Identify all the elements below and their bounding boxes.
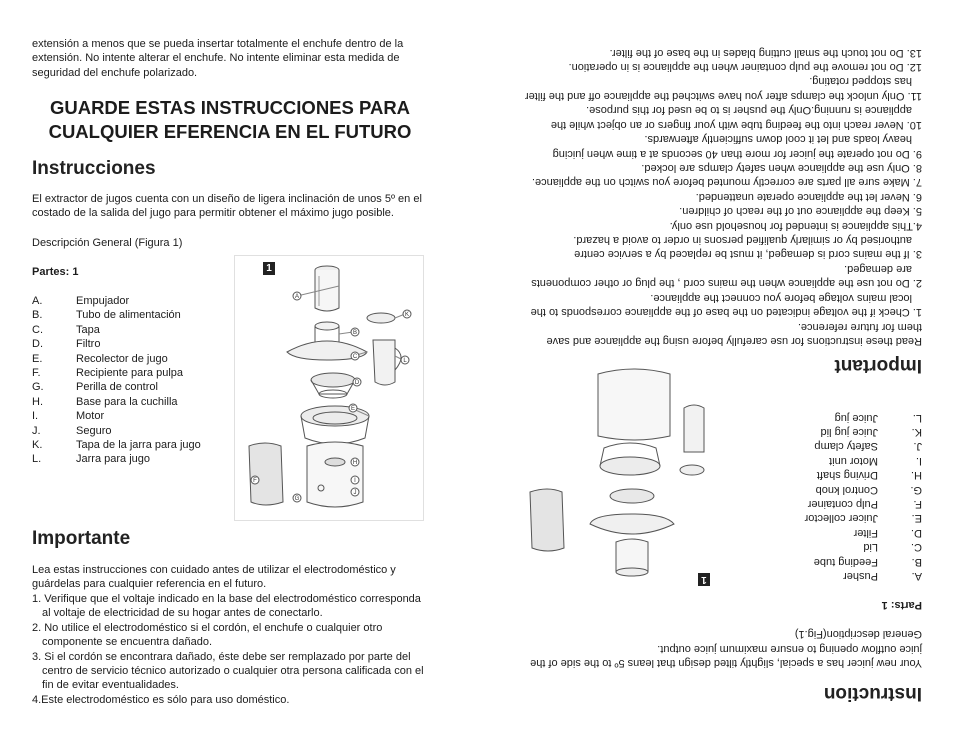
part-row xyxy=(32,438,232,452)
list-item: 1. Verifique que el voltaje indicado en la base del electrodoméstico corresponda al voltaje de electricidad de su hogar antes de conectarlo. xyxy=(32,593,421,620)
list-item: 3. If the mains cord is demaged, it must be replaced by a service centre authorised by or similarly qualified persons in order to avoid a hazard. xyxy=(573,233,922,261)
part-name: Tubo de alimentación xyxy=(76,309,181,322)
list-item: 12. Do not remove the pulp container when the appliance is in operation. xyxy=(568,61,922,74)
part-name: Tapa de la jarra para jugo xyxy=(76,439,201,452)
part-letter: D. xyxy=(911,526,922,539)
instrucciones-text: El extractor de jugos cuenta con un diseño de ligera inclinación de unos 5º en el costado de la salida del jugo para permitir obtener el máximo jugo posible. xyxy=(32,193,422,220)
part-name: Recolector de jugo xyxy=(76,352,168,365)
part-name: Pulp container xyxy=(807,497,878,510)
part-name: Juice jug xyxy=(834,411,878,424)
part-letter: E. xyxy=(32,352,43,365)
part-letter: H. xyxy=(911,469,922,482)
list-item: 5. Keep the appliance out of the reach of children. xyxy=(679,205,922,218)
part-row xyxy=(722,554,922,568)
part-name: Perilla de control xyxy=(76,381,158,394)
part-row xyxy=(32,395,232,409)
instruction-text: Your new juicer has a special, slightly tilted design that leans 5º to the side of the juice outflow opening to ensure maximum juice output. xyxy=(530,642,922,669)
svg-text:F: F xyxy=(253,478,257,484)
part-row xyxy=(722,425,922,439)
svg-text:J: J xyxy=(353,490,357,496)
part-letter: L. xyxy=(912,411,922,424)
list-item: 2. No utilice el electrodoméstico si el cordón, el enchufe o cualquier otro componente se encuentra dañado. xyxy=(32,621,383,649)
part-row xyxy=(32,323,232,337)
guard-title-line-1: GUARDE ESTAS INSTRUCCIONES PARA xyxy=(49,97,411,118)
part-letter: J. xyxy=(913,440,922,453)
english-page-rotated xyxy=(477,0,954,738)
svg-text:D: D xyxy=(354,380,360,386)
part-row xyxy=(722,482,922,496)
guard-title xyxy=(32,96,428,144)
part-name: Base para la cuchilla xyxy=(76,395,178,408)
part-letter: C. xyxy=(32,323,43,336)
guard-title-line-2: CUALQUIER EFERENCIA EN EL FUTURO xyxy=(48,121,412,142)
part-name: Motor unit xyxy=(829,454,878,467)
part-letter: D. xyxy=(32,338,43,351)
part-letter: B. xyxy=(911,555,922,568)
list-item: 4.Este electrodoméstico es sólo para uso doméstico. xyxy=(32,693,290,706)
figure-number-en: 1 xyxy=(698,573,710,586)
part-row xyxy=(32,308,232,322)
part-letter: J. xyxy=(32,424,41,437)
intro-paragraph: extensión a menos que se pueda insertar totalmente el enchufe dentro de la extensión. No intente alterar el enchufe. No intente eliminar esta medida de seguridad del enchufe polarizado. xyxy=(32,38,404,79)
parts-title-en: Parts: 1 xyxy=(881,599,922,611)
list-item: 6. Never let the appliance operate unattended. xyxy=(695,190,922,203)
part-letter: H. xyxy=(32,395,43,408)
part-name: Recipiente para pulpa xyxy=(76,367,184,380)
part-name: Juice jug lid xyxy=(820,425,878,438)
part-row xyxy=(32,294,232,308)
svg-text:G: G xyxy=(294,496,300,502)
part-name: Jarra para jugo xyxy=(76,453,150,466)
list-item: 11. Only unlock the clamps after you have switched the appliance off and the filter has stopped rotating. xyxy=(524,75,922,102)
part-name: Filter xyxy=(853,526,878,539)
part-name: Safety clamp xyxy=(814,440,878,453)
importante-heading: Importante xyxy=(32,528,131,549)
part-name: Filtro xyxy=(76,338,101,351)
svg-text:C: C xyxy=(352,354,358,360)
part-row xyxy=(722,525,922,539)
list-item: 1. Check if the voltage indicated on the base of the appliance corresponds to the local mains voltage before you connect the appliance. xyxy=(530,291,922,318)
important-intro: Read these instructions for use carefully before using the appliance and save them for future reference. xyxy=(546,320,922,347)
part-name: Motor xyxy=(76,410,105,423)
part-name: Empujador xyxy=(76,295,130,307)
part-letter: G. xyxy=(910,483,922,496)
importante-intro: Lea estas instrucciones con cuidado antes de utilizar el electrodoméstico y guárdelas para cualquier referencia en el futuro. xyxy=(32,564,396,591)
part-row xyxy=(32,409,232,423)
part-letter: I. xyxy=(32,410,39,423)
important-list xyxy=(522,45,922,319)
list-item: 2. Do not use the appliance when the mains cord , the plug or other components are demaged. xyxy=(531,262,922,290)
part-letter: C. xyxy=(911,541,922,554)
part-letter: F. xyxy=(913,497,922,510)
part-row xyxy=(722,410,922,424)
list-item: 8. Only use the appliance when safety clamps are locked. xyxy=(641,161,922,174)
instruction-heading: Instruction xyxy=(823,683,922,704)
figure-1 xyxy=(234,255,424,521)
part-name: Lid xyxy=(863,541,878,554)
svg-text:A: A xyxy=(294,294,300,300)
part-row xyxy=(32,380,232,394)
part-letter: F. xyxy=(32,367,41,380)
part-row xyxy=(32,366,232,380)
part-row xyxy=(722,497,922,511)
part-letter: K. xyxy=(911,425,922,438)
list-item: 3. Si el cordón se encontrara dañado, éste debe ser remplazado por parte del centro de servicio técnico autorizado o cualquier otra persona calificada con el fin de evitar eventualidades. xyxy=(32,650,424,692)
list-item: 9. Do not operate the juicer for more than 40 seconds at a time when juicing heavy loads and let it cool down sufficiently afterwards. xyxy=(552,133,922,160)
part-name: Juicer collector xyxy=(804,512,878,525)
part-row xyxy=(722,453,922,467)
part-row xyxy=(32,452,232,466)
parts-title: Partes: 1 xyxy=(32,266,79,278)
list-item: 10. Never reach into the feeding tube with your fingers or an object while the appliance is running.Only the pusher is to be used for this purpose. xyxy=(550,104,922,131)
part-letter: E. xyxy=(911,512,922,525)
part-name: Driving shaft xyxy=(816,469,878,482)
part-name: Pusher xyxy=(843,570,878,582)
part-letter: A. xyxy=(32,295,43,307)
part-row xyxy=(32,424,232,438)
part-row xyxy=(722,511,922,525)
svg-text:K: K xyxy=(404,312,410,318)
juicer-diagram-en xyxy=(524,358,714,588)
instrucciones-heading: Instrucciones xyxy=(32,158,156,179)
list-item: 7. Make sure all parts are correctly mounted before you switch on the appliance. xyxy=(531,176,922,189)
part-letter: K. xyxy=(32,439,43,452)
list-item: 4.This appliance is intended for household use only. xyxy=(669,219,922,232)
figure-number: 1 xyxy=(263,262,275,275)
part-row xyxy=(722,540,922,554)
part-letter: B. xyxy=(32,309,43,322)
list-item: 13. Do not touch the small cutting blades in the base of the filter. xyxy=(609,46,922,59)
part-letter: L. xyxy=(32,453,42,466)
part-name: Feeding tube xyxy=(813,555,878,568)
figure-1-en xyxy=(524,358,714,588)
part-name: Seguro xyxy=(76,424,112,437)
part-row xyxy=(32,352,232,366)
importante-list xyxy=(32,592,428,707)
part-name: Tapa xyxy=(76,323,100,336)
part-row xyxy=(32,337,232,351)
svg-text:B: B xyxy=(352,330,358,336)
part-letter: A. xyxy=(911,570,922,582)
parts-list xyxy=(32,294,232,467)
svg-text:L: L xyxy=(403,358,407,364)
part-row xyxy=(722,439,922,453)
part-letter: G. xyxy=(32,381,44,394)
svg-text:I: I xyxy=(354,478,356,484)
part-letter: I. xyxy=(915,454,922,467)
svg-text:E: E xyxy=(350,406,356,412)
part-row xyxy=(722,569,922,583)
svg-text:H: H xyxy=(352,460,358,466)
description-line: Descripción General (Figura 1) xyxy=(32,237,183,249)
juicer-diagram xyxy=(235,256,425,522)
important-heading: Important xyxy=(834,355,922,376)
general-description: General description(Fig.1) xyxy=(794,628,922,640)
part-name: Control knob xyxy=(815,483,878,496)
parts-list-en xyxy=(722,410,922,583)
part-row xyxy=(722,468,922,482)
